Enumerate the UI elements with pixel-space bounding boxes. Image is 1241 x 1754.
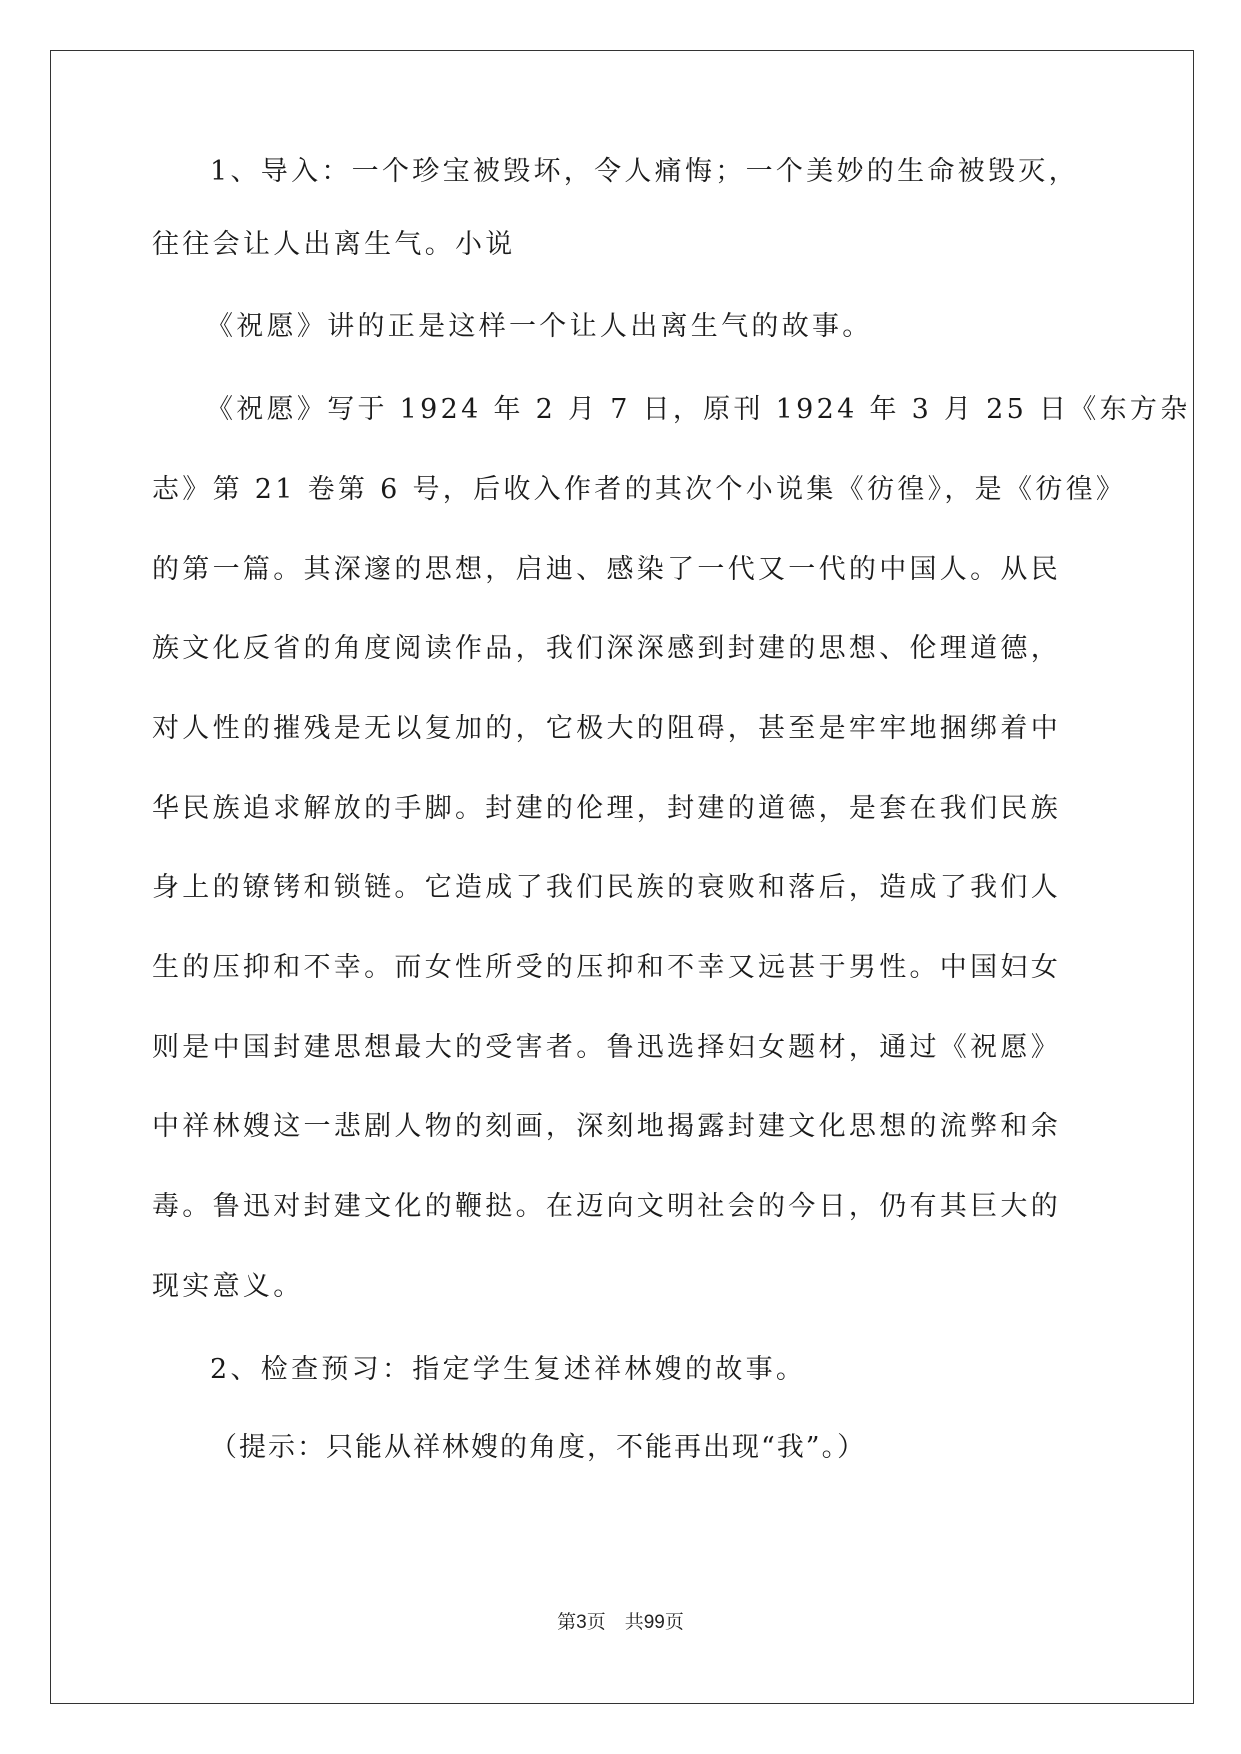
paragraph-3-line-3: 的第一篇。其深邃的思想，启迪、感染了一代又一代的中国人。从民 [152,554,1061,585]
paragraph-3-line-5: 对人性的摧残是无以复加的，它极大的阻碍，甚至是牢牢地捆绑着中 [152,713,1061,744]
paragraph-3-line-12: 现实意义。 [152,1271,304,1302]
paragraph-3-line-4: 族文化反省的角度阅读作品，我们深深感到封建的思想、伦理道德， [152,633,1061,664]
paragraph-3-line-11: 毒。鲁迅对封建文化的鞭挞。在迈向文明社会的今日，仍有其巨大的 [152,1191,1061,1222]
paragraph-3-line-2: 志》第 21 卷第 6 号，后收入作者的其次个小说集《彷徨》，是《彷徨》 [152,474,1127,505]
paragraph-3-line-7: 身上的镣铐和锁链。它造成了我们民族的衰败和落后，造成了我们人 [152,872,1061,903]
paragraph-3-line-9: 则是中国封建思想最大的受害者。鲁迅选择妇女题材，通过《祝愿》 [152,1032,1061,1063]
paragraph-3-line-8: 生的压抑和不幸。而女性所受的压抑和不幸又远甚于男性。中国妇女 [152,952,1061,983]
footer-page-prefix: 第 [557,1611,577,1633]
paragraph-1-line-1: 1、导入：一个珍宝被毁坏，令人痛悔；一个美妙的生命被毁灭， [210,156,1079,187]
footer-page-number: 3 [576,1612,587,1633]
footer-page-suffix: 页 [586,1611,606,1633]
page-footer [0,1610,1241,1635]
paragraph-3-line-6: 华民族追求解放的手脚。封建的伦理，封建的道德，是套在我们民族 [152,793,1061,824]
footer-total-pages: 99 [643,1612,665,1633]
paragraph-4-line-1: 2、检查预习：指定学生复述祥林嫂的故事。 [210,1354,807,1385]
footer-total-prefix: 共 [624,1611,644,1633]
footer-total-suffix: 页 [664,1611,684,1633]
paragraph-1-line-2: 往往会让人出离生气。小说 [152,229,516,260]
paragraph-2-line-1: 《祝愿》讲的正是这样一个让人出离生气的故事。 [206,311,873,342]
paragraph-3-line-1: 《祝愿》写于 1924 年 2 月 7 日，原刊 1924 年 3 月 25 日《东方杂 [206,394,1191,425]
paragraph-3-line-10: 中祥林嫂这一悲剧人物的刻画，深刻地揭露封建文化思想的流弊和余 [152,1111,1061,1142]
paragraph-5-line-1: （提示：只能从祥林嫂的角度，不能再出现“我”。） [210,1432,867,1463]
